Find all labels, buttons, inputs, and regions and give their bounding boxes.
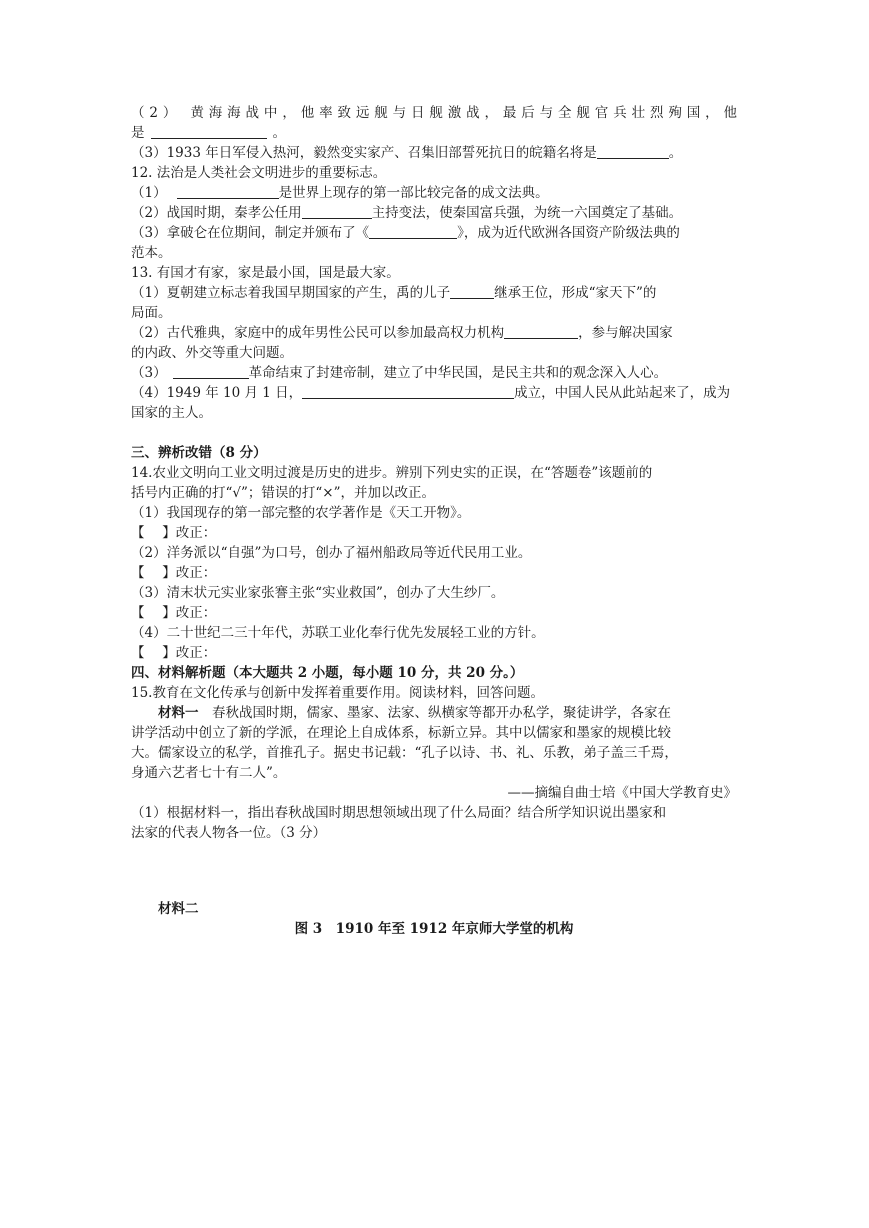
section4-heading: 四、材料解析题（本大题共 2 小题，每小题 10 分，共 20 分。） [131,665,524,681]
material1-line1: 材料一 春秋战国时期，儒家、墨家、法家、纵横家等都开办私学，聚徒讲学，各家在 [158,705,671,721]
answer-blank[interactable] [302,384,514,399]
q13-part1: （1）夏朝建立标志着我国早期国家的产生，禹的儿子 继承王位，形成“家天下”的 [131,285,657,301]
q14-item-2: （2）洋务派以“自强”为口号，创办了福州船政局等近代民用工业。 [131,545,532,561]
q11-part2-line2: 是 。 [131,125,286,141]
material1-line3: 大。儒家设立的私学，首推孔子。据史书记载：“孔子以诗、书、礼、乐教，弟子盖三千焉， [131,745,678,761]
q14-item-1: （1）我国现存的第一部完整的农学著作是《天工开物》。 [131,505,471,521]
q11-part2-line1: （2） 黄海海战中，他率致远舰与日舰激战，最后与全舰官兵壮烈殉国，他 [131,105,737,121]
q13-stem: 13. 有国才有家，家是最小国，国是最大家。 [131,265,400,281]
answer-blank[interactable] [151,124,267,139]
answer-blank[interactable] [597,144,669,159]
exam-page [131,103,737,939]
q13-part3: （3） 革命结束了封建帝制，建立了中华民国，是民主共和的观念深入人心。 [131,365,668,381]
q14-fix-3[interactable]: 【 】改正： [131,605,217,621]
q13-part2: （2）古代雅典，家庭中的成年男性公民可以参加最高权力机构 ，参与解决国家 [131,325,673,341]
q12-part2: （2）战国时期，秦孝公任用 主持变法，使秦国富兵强，为统一六国奠定了基础。 [131,205,683,221]
material1-label: 材料一 [158,705,199,721]
q14-stem-line2: 括号内正确的打“√”；错误的打“×”，并加以改正。 [131,485,436,501]
answer-blank[interactable] [369,224,457,239]
answer-blank[interactable] [450,284,494,299]
material2-label: 材料二 [158,901,199,917]
q14-stem-line1: 14.农业文明向工业文明过渡是历史的进步。辨别下列史实的正误，在“答题卷”该题前的 [131,465,653,481]
q13-part1-cont: 局面。 [131,305,172,321]
figure-caption: 图 3 1910 年至 1912 年京师大学堂的机构 [294,921,574,937]
q15-part1-line2: 法家的代表人物各一位。（3 分） [131,825,327,841]
q14-fix-4[interactable]: 【 】改正： [131,645,217,661]
answer-blank[interactable] [173,364,249,379]
q11-part3: （3）1933 年日军侵入热河，毅然变实家产、召集旧部誓死抗日的皖籍名将是 。 [131,145,683,161]
q15-part1-line1: （1）根据材料一，指出春秋战国时期思想领域出现了什么局面？结合所学知识说出墨家和 [131,805,667,821]
material1-line4: 身通六艺者七十有二人”。 [131,765,287,781]
q12-part3: （3）拿破仑在位期间，制定并颁布了《 》，成为近代欧洲各国资产阶级法典的 [131,225,680,241]
q13-part4: （4）1949 年 10 月 1 日， 成立，中国人民从此站起来了，成为 [131,385,731,401]
q13-part4-cont: 国家的主人。 [131,405,212,421]
q13-part2-cont: 的内政、外交等重大问题。 [131,345,293,361]
q14-fix-1[interactable]: 【 】改正： [131,525,217,541]
material1-line2: 讲学活动中创立了新的学派，在理论上自成体系，标新立异。其中以儒家和墨家的规模比较 [131,725,671,741]
q15-stem: 15.教育在文化传承与创新中发挥着重要作用。阅读材料，回答问题。 [131,685,544,701]
q12-part1: （1） 是世界上现存的第一部比较完备的成文法典。 [131,185,549,201]
q12-stem: 12. 法治是人类社会文明进步的重要标志。 [131,165,387,181]
q14-item-3: （3）清末状元实业家张謇主张“实业救国”，创办了大生纱厂。 [131,585,505,601]
material1-source: ——摘编自曲士培《中国大学教育史》 [507,785,737,801]
answer-blank[interactable] [504,324,578,339]
q14-item-4: （4）二十世纪二三十年代，苏联工业化奉行优先发展轻工业的方针。 [131,625,545,641]
q12-part3-cont: 范本。 [131,245,172,261]
q14-fix-2[interactable]: 【 】改正： [131,565,217,581]
answer-blank[interactable] [177,184,279,199]
answer-blank[interactable] [302,204,372,219]
section3-heading: 三、辨析改错（8 分） [131,445,267,461]
